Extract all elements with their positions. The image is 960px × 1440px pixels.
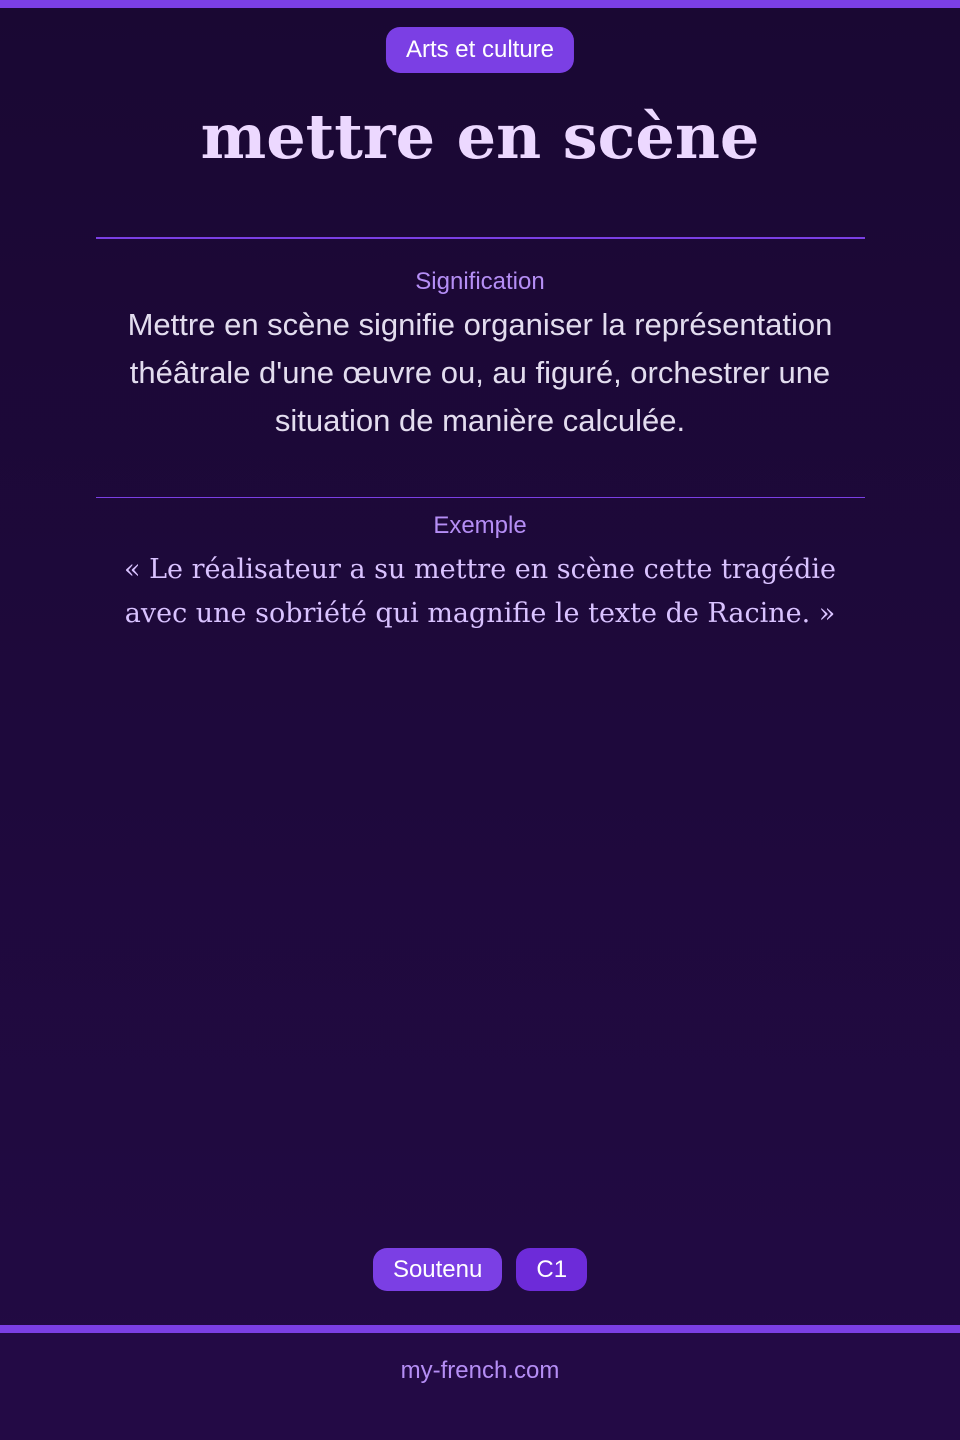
meaning-label: Signification [415, 268, 545, 295]
footer [0, 1333, 960, 1440]
bottom-accent-bar [0, 1325, 960, 1333]
expression-title: mettre en scène [200, 100, 760, 173]
example-label: Exemple [433, 512, 527, 539]
tag-list [0, 1248, 960, 1291]
divider-top [96, 237, 865, 239]
category-badge: Arts et culture [386, 27, 574, 73]
level-tag: C1 [516, 1248, 587, 1291]
register-tag: Soutenu [373, 1248, 502, 1291]
divider-middle [96, 497, 865, 498]
footer-site-link[interactable]: my-french.com [400, 1357, 560, 1384]
top-accent-bar [0, 0, 960, 8]
meaning-text: Mettre en scène signifie organiser la représentation théâtrale d'une œuvre ou, au figuré, orchestrer une situation de manière calculée. [127, 307, 833, 438]
example-text: « Le réalisateur a su mettre en scène cette tragédie avec une sobriété qui magnifie le texte de Racine. » [124, 554, 836, 629]
